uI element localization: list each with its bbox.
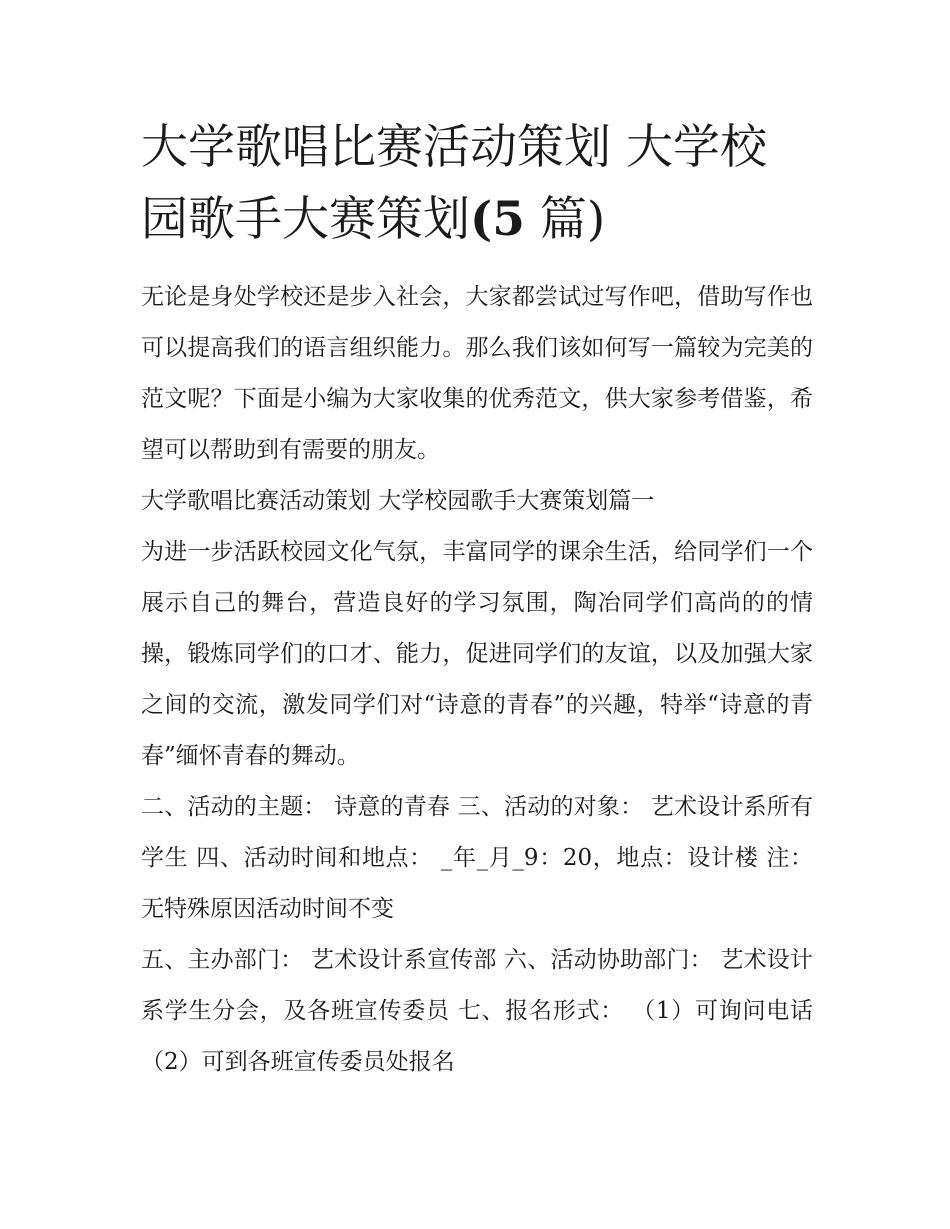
organizer-paragraph: 五、主办部门： 艺术设计系宣传部 六、活动协助部门： 艺术设计系学生分会，及各班宣传委员 七、报名形式： （1）可询问电话 （2）可到各班宣传委员处报名 [141,947,813,1075]
title-count: (5 [470,192,525,247]
purpose-paragraph: 为进一步活跃校园文化气氛，丰富同学的课余生活，给同学们一个展示自己的舞台，营造良好的学习氛围，陶冶同学们高尚的的情操，锻炼同学们的口才、能力，促进同学们的友谊，以及加强大家之间的交流，激发同学们对“诗意的青春”的兴趣，特举“诗意的青春”缅怀青春的舞动。 [141,539,813,769]
theme-paragraph: 二、活动的主题： 诗意的青春 三、活动的对象： 艺术设计系所有学生 四、活动时间和地点： _年_月_9：20，地点：设计楼 注：无特殊原因活动时间不变 [141,794,813,922]
title-suffix: 篇) [524,192,606,247]
intro-paragraph: 无论是身处学校还是步入社会，大家都尝试过写作吧，借助写作也可以提高我们的语言组织能力。那么我们该如何写一篇较为完美的范文呢？下面是小编为大家收集的优秀范文，供大家参考借鉴，希望可以帮助到有需要的朋友。 [141,284,813,463]
document-page [141,112,813,1088]
section-heading: 大学歌唱比赛活动策划 大学校园歌手大赛策划篇一 [141,488,655,514]
document-title [141,112,813,256]
title-text: 大学歌唱比赛活动策划 大学校园歌手大赛策划 [141,120,767,247]
